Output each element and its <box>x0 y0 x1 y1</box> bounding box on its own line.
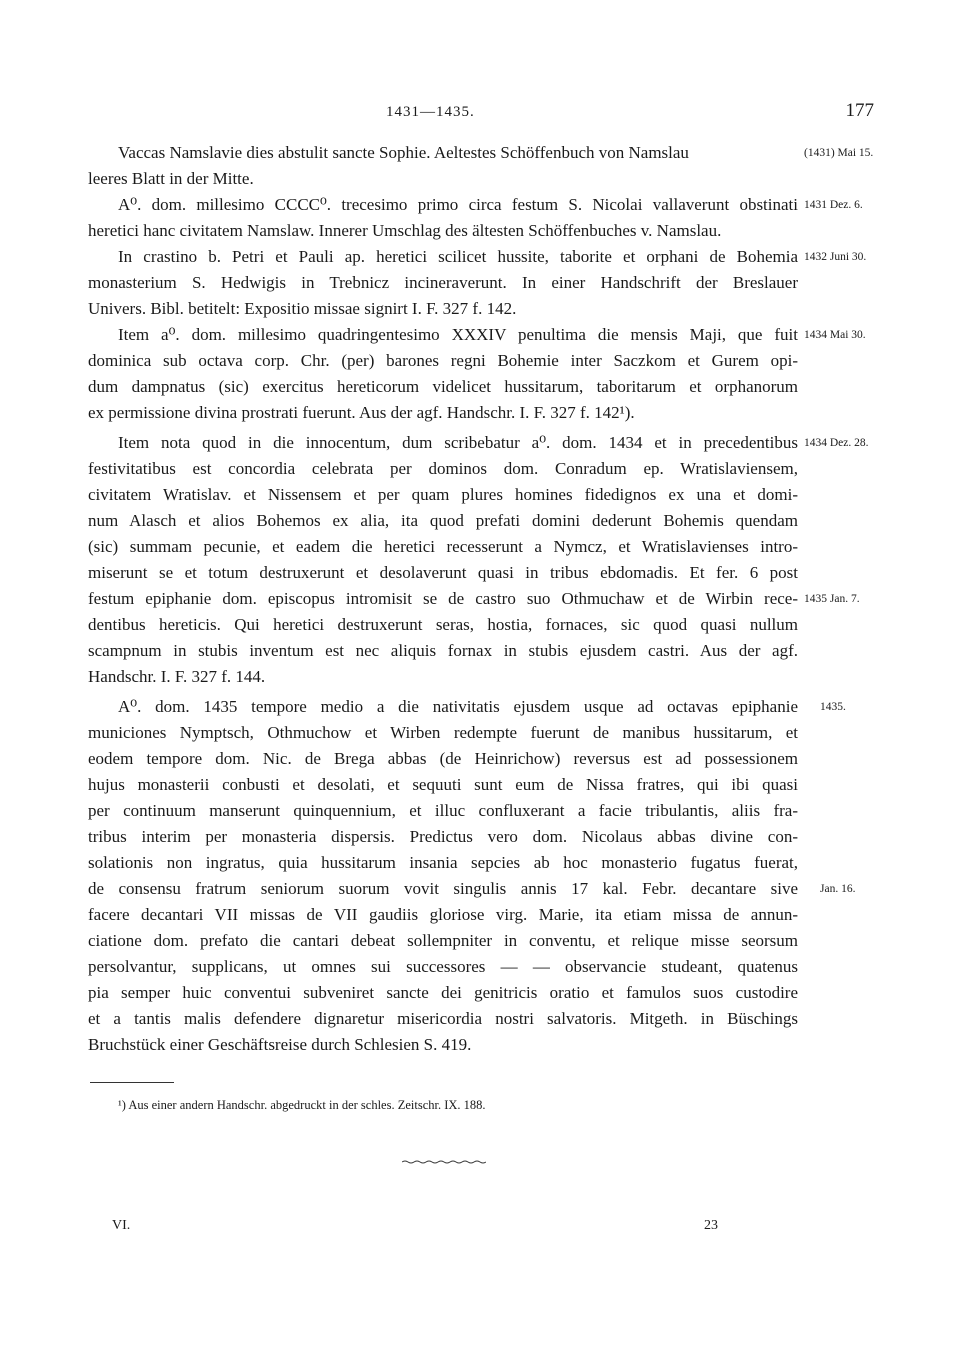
text-line: de consensu fratrum seniorum suorum vovit singulis annis 17 kal. Febr. decantare sive <box>88 879 798 898</box>
text-line: facere decantari VII missas de VII gaudiis gloriose virg. Marie, ita etiam missa de annun- <box>88 905 798 924</box>
text-line: dominica sub octava corp. Chr. (per) barones regni Bohemie inter Saczkom et Gurem opi- <box>88 351 798 370</box>
margin-date-note: 1434 Dez. 28. <box>804 437 869 449</box>
margin-date-note: 1431 Dez. 6. <box>804 199 863 211</box>
text-line: solationis non ingratus, quia hussitarum insania sepcies ab hoc monasterio fugatus fuerat, <box>88 853 798 872</box>
text-line: scampnum in stubis inventum est nec aliquis fornax in stubis ejusdem castri. Aus der agf. <box>88 641 798 660</box>
text-line: Bruchstück einer Geschäftsreise durch Schlesien S. 419. <box>88 1035 472 1054</box>
text-line: per continuum manserunt quinquennium, et illuc confluxerant a facie tribulantis, aliis fra- <box>88 801 798 820</box>
text-line: hujus monasterii conbusti et desolati, et sequuti sunt eum de Nissa fratres, qui ibi quasi <box>88 775 798 794</box>
text-line: ciatione dom. prefato die cantari debeat sollempniter in conventu, et relique misse seorsum <box>88 931 798 950</box>
text-line: dentibus hereticis. Qui heretici destruxerunt seras, hostia, fornaces, sic quod quasi nullum <box>88 615 798 634</box>
text-line: civitatem Wratislav. et Nissensem et per quam plures homines fidedignos ex una et domi- <box>88 485 798 504</box>
text-line: In crastino b. Petri et Pauli ap. heretici scilicet hussite, taborite et orphani de Bohemia <box>118 247 798 266</box>
margin-date-note: 1435. <box>820 701 846 713</box>
text-line: persolvantur, supplicans, ut omnes sui successores — — observancie studeant, quatenus <box>88 957 798 976</box>
text-line: festivitatibus est concordia celebrata per dominos dom. Conradum ep. Wratislaviensem, <box>88 459 798 478</box>
text-line: festum epiphanie dom. episcopus intromisit se de castro suo Othmuchaw et de Wirbin rece- <box>88 589 798 608</box>
text-line: miserunt se et totum destruxerunt et desolaverunt quasi in tribus ebdomadis. Et fer. 6 post <box>88 563 798 582</box>
text-line: pia semper huic conventui subveniret sancte dei genitricis oratio et famulos suos custodire <box>88 983 798 1002</box>
text-line: Handschr. I. F. 327 f. 144. <box>88 667 266 686</box>
margin-date-note: 1434 Mai 30. <box>804 329 866 341</box>
text-line: et a tantis malis defendere dignaretur misericordia nostri salvatoris. Mitgeth. in Büschings <box>88 1009 798 1028</box>
text-line: (sic) summam pecunie, et eadem die heretici recesserunt a Nymcz, et Wratislavienses intro- <box>88 537 798 556</box>
footnote-rule <box>90 1082 174 1083</box>
ornamental-divider <box>402 1160 486 1164</box>
text-line: Item nota quod in die innocentum, dum scribebatur a⁰. dom. 1434 et in precedentibus <box>118 433 798 452</box>
page-header <box>88 100 874 132</box>
text-line: A⁰. dom. 1435 tempore medio a die nativitatis ejusdem usque ad octavas epiphanie <box>118 697 798 716</box>
text-line: Vaccas Namslavie dies abstulit sancte Sophie. Aeltestes Schöffenbuch von Namslau <box>118 143 689 162</box>
signature-mark: VI. <box>112 1218 131 1233</box>
margin-date-note: Jan. 16. <box>820 883 856 895</box>
sheet-number: 23 <box>704 1218 718 1233</box>
page-number: 177 <box>845 100 874 121</box>
text-line: eodem tempore dom. Nic. de Brega abbas (de Heinrichow) reversus est ad possessionem <box>88 749 798 768</box>
margin-date-note: 1435 Jan. 7. <box>804 593 860 605</box>
margin-date-note: (1431) Mai 15. <box>804 147 874 159</box>
text-line: municiones Nymptsch, Othmuchow et Wirben redempte fuerunt de manibus hussitarum, et <box>88 723 798 742</box>
text-line: leeres Blatt in der Mitte. <box>88 169 254 188</box>
text-line: num Alasch et alios Bohemos ex alia, ita quod prefati domini dederunt Bohemis quendam <box>88 511 798 530</box>
text-line: A⁰. dom. millesimo CCCC⁰. trecesimo primo circa festum S. Nicolai vallaverunt obstinati <box>118 195 798 214</box>
footnote: ¹) Aus einer andern Handschr. abgedruckt in der schles. Zeitschr. IX. 188. <box>118 1098 486 1112</box>
text-line: tribus interim per monasteria dispersis. Predictus vero dom. Nicolaus abbas divine con- <box>88 827 798 846</box>
text-line: heretici hanc civitatem Namslaw. Innerer Umschlag des ältesten Schöffenbuches v. Namslau. <box>88 221 722 240</box>
text-line: ex permissione divina prostrati fuerunt. Aus der agf. Handschr. I. F. 327 f. 142¹). <box>88 403 635 422</box>
margin-date-note: 1432 Juni 30. <box>804 251 867 263</box>
text-line: dum dampnatus (sic) exercitus hereticorum videlicet hussitarum, taboritarum et orphanorum <box>88 377 798 396</box>
text-line: Univers. Bibl. betitelt: Expositio missae signirt I. F. 327 f. 142. <box>88 299 517 318</box>
text-line: monasterium S. Hedwigis in Trebnicz incineraverunt. In einer Handschrift der Breslauer <box>88 273 798 292</box>
year-range: 1431—1435. <box>386 104 475 120</box>
text-line: Item a⁰. dom. millesimo quadringentesimo XXXIV penultima die mensis Maji, que fuit <box>118 325 798 344</box>
